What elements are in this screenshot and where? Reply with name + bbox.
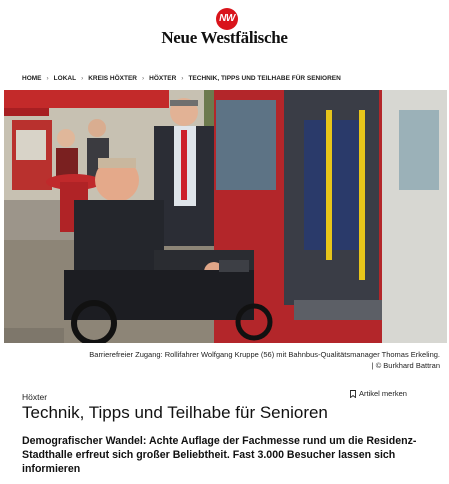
chevron-right-icon: › <box>81 74 84 82</box>
image-caption <box>10 349 440 371</box>
site-logo[interactable]: Neue Westfälische <box>161 28 288 47</box>
chevron-right-icon: › <box>181 74 184 82</box>
chevron-right-icon: › <box>142 74 145 82</box>
breadcrumb-current: TECHNIK, TIPPS UND TEILHABE FÜR SENIOREN <box>188 74 341 82</box>
breadcrumb-kreis-hoexter[interactable]: KREIS HÖXTER <box>88 74 137 82</box>
article-photo[interactable] <box>4 90 447 343</box>
breadcrumb <box>22 72 341 84</box>
site-header <box>0 0 449 56</box>
chevron-right-icon: › <box>46 74 49 82</box>
breadcrumb-home[interactable]: HOME <box>22 74 42 82</box>
bookmark-button[interactable] <box>350 389 407 398</box>
article-teaser: Demografischer Wandel: Achte Auflage der Fachmesse rund um die Residenz-Stadthalle erfreut sich großer Beliebtheit. Fast 3.000 Besucher lassen sich informieren <box>22 435 417 475</box>
logo-badge[interactable]: NW <box>216 8 238 30</box>
section-label[interactable]: Höxter <box>22 392 48 402</box>
article-headline: Technik, Tipps und Teilhabe für Senioren <box>22 403 328 422</box>
image-caption-text: Barrierefreier Zugang: Rollifahrer Wolfgang Kruppe (56) mit Bahnbus-Qualitätsmanager Thomas Erkeling. <box>89 350 440 359</box>
bookmark-icon <box>350 390 356 398</box>
bookmark-label: Artikel merken <box>359 389 407 398</box>
breadcrumb-hoexter[interactable]: HÖXTER <box>149 74 177 82</box>
article-photo-illustration <box>4 90 447 343</box>
image-credit: | © Burkhard Battran <box>371 361 440 370</box>
breadcrumb-lokal[interactable]: LOKAL <box>53 74 77 82</box>
